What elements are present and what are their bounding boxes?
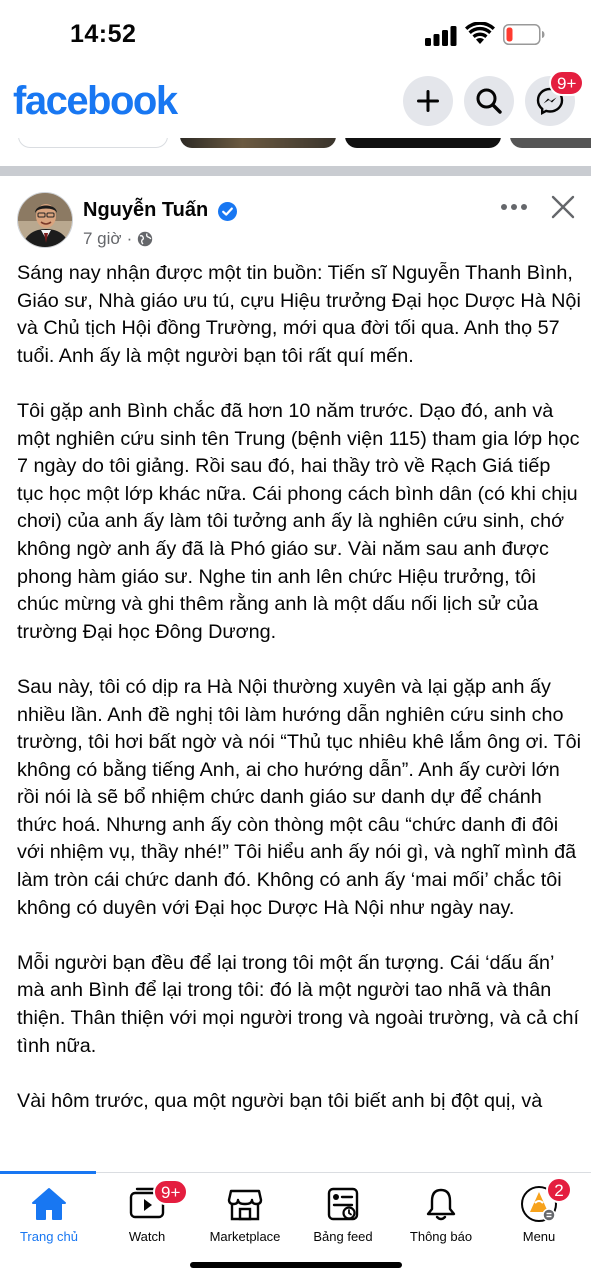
- post-paragraph: Tôi gặp anh Bình chắc đã hơn 10 năm trước. Dạo đó, anh và một nghiên cứu sinh tên Trung (bệnh viện 115) tham gia lớp học 7 ngày do tôi giảng. Rồi sau đó, hai thầy trò về Rạch Giá tiếp tục học một lớp khác nữa. Cái phong cách bình dân (có khi chịu chơi) của anh ấy làm tôi tưởng anh ấy là nghiên cứu sinh, chớ không ngờ anh ấy đã là Phó giáo sư. Vài năm sau anh được phong hàm giáo sư. Nghe tin anh lên chức Hiệu trưởng, tôi chúc mừng và ghi thêm rằng anh là một dấu nối lịch sử của trường Đại học Đông Dương.: [17, 399, 580, 643]
- bell-icon: [422, 1185, 460, 1223]
- wifi-icon: [465, 22, 495, 46]
- meta-dot: ·: [126, 229, 133, 248]
- status-bar: [0, 0, 591, 66]
- facebook-logo[interactable]: facebook: [13, 79, 177, 123]
- home-icon: [30, 1185, 68, 1223]
- tab-label: Marketplace: [209, 1229, 281, 1244]
- story-card[interactable]: [180, 138, 336, 148]
- post-header: [0, 176, 591, 260]
- status-time: 14:52: [70, 20, 137, 48]
- post-time[interactable]: 7 giờ: [83, 229, 122, 248]
- tab-label: Trang chủ: [19, 1229, 79, 1244]
- stories-strip[interactable]: [0, 138, 591, 166]
- post-paragraph: Mỗi người bạn đều để lại trong tôi một ấn tượng. Cái ‘dấu ấn’ mà anh Bình để lại trong tôi: đó là một người tao nhã và thân thiện. Thân thiện với mọi người trong và ngoài trường, và cả chí tình nữa.: [17, 951, 580, 1057]
- messenger-badge: 9+: [549, 70, 584, 96]
- author-name[interactable]: Nguyễn Tuấn: [83, 199, 209, 221]
- search-button[interactable]: [464, 76, 514, 126]
- verified-badge-icon: [218, 202, 237, 221]
- cellular-signal-icon: [425, 26, 457, 46]
- tab-marketplace[interactable]: [196, 1173, 294, 1251]
- tab-home[interactable]: [0, 1173, 98, 1251]
- marketplace-icon: [226, 1185, 264, 1223]
- messenger-button[interactable]: [525, 73, 577, 126]
- app-header: [0, 66, 591, 138]
- post-paragraph: Sáng nay nhận được một tin buồn: Tiến sĩ Nguyễn Thanh Bình, Giáo sư, Nhà giáo ưu tú, cựu Hiệu trưởng Đại học Dược Hà Nội và Chủ tịch Hội đồng Trường, mới qua đời tối qua. Anh thọ 57 tuổi. Anh ấy là một người bạn tôi rất quí mến.: [17, 262, 581, 367]
- close-icon[interactable]: [550, 194, 576, 220]
- story-card[interactable]: [510, 138, 591, 148]
- story-card[interactable]: [345, 138, 501, 148]
- tab-watch[interactable]: [98, 1173, 196, 1251]
- post-paragraph: Vài hôm trước, qua một người bạn tôi biết anh bị đột quị, và: [17, 1089, 543, 1112]
- more-options-icon[interactable]: [500, 200, 528, 214]
- menu-badge: 2: [546, 1177, 572, 1203]
- search-icon: [475, 87, 503, 115]
- tab-label: Menu: [522, 1229, 556, 1244]
- tab-notifications[interactable]: [392, 1173, 490, 1251]
- plus-icon: [415, 88, 441, 114]
- avatar-image: [18, 193, 73, 248]
- post-text: [17, 260, 582, 1172]
- story-card[interactable]: [18, 138, 168, 148]
- watch-badge: 9+: [153, 1179, 188, 1205]
- feed-icon: [324, 1185, 362, 1223]
- home-indicator: [190, 1262, 402, 1268]
- tab-label: Bảng feed: [313, 1229, 373, 1244]
- feed-separator: [0, 166, 591, 176]
- battery-icon: [503, 24, 545, 45]
- tab-label: Thông báo: [409, 1229, 473, 1244]
- globe-icon: [137, 231, 153, 247]
- tab-menu[interactable]: [490, 1173, 588, 1251]
- create-button[interactable]: [403, 76, 453, 126]
- post-meta: [83, 229, 153, 249]
- tab-label: Watch: [128, 1229, 166, 1244]
- tab-feeds[interactable]: [294, 1173, 392, 1251]
- author-avatar[interactable]: [17, 192, 73, 248]
- post-paragraph: Sau này, tôi có dịp ra Hà Nội thường xuyên và lại gặp anh ấy nhiều lần. Anh đề nghị tôi làm hướng dẫn nghiên cứu sinh cho trường, tôi hơi bất ngờ và nói “Thủ tục nhiêu khê lắm ông ơi. Tôi không có bằng tiếng Anh, ai cho hướng dẫn”. Anh ấy cười lớn rồi nói là sẽ bổ nhiệm chức danh giáo sư danh dự để chánh thức hoá. Nhưng anh ấy còn thòng một câu “chức danh đi đôi với nhiệm vụ, thầy nhé!” Tôi hiểu anh ấy nói gì, và nghĩ mình đã làm tròn cái chức danh đó. Không có anh ấy ‘mai mối’ chắc tôi không có duyên với Đại học Dược Hà Nội như ngày nay.: [17, 675, 581, 919]
